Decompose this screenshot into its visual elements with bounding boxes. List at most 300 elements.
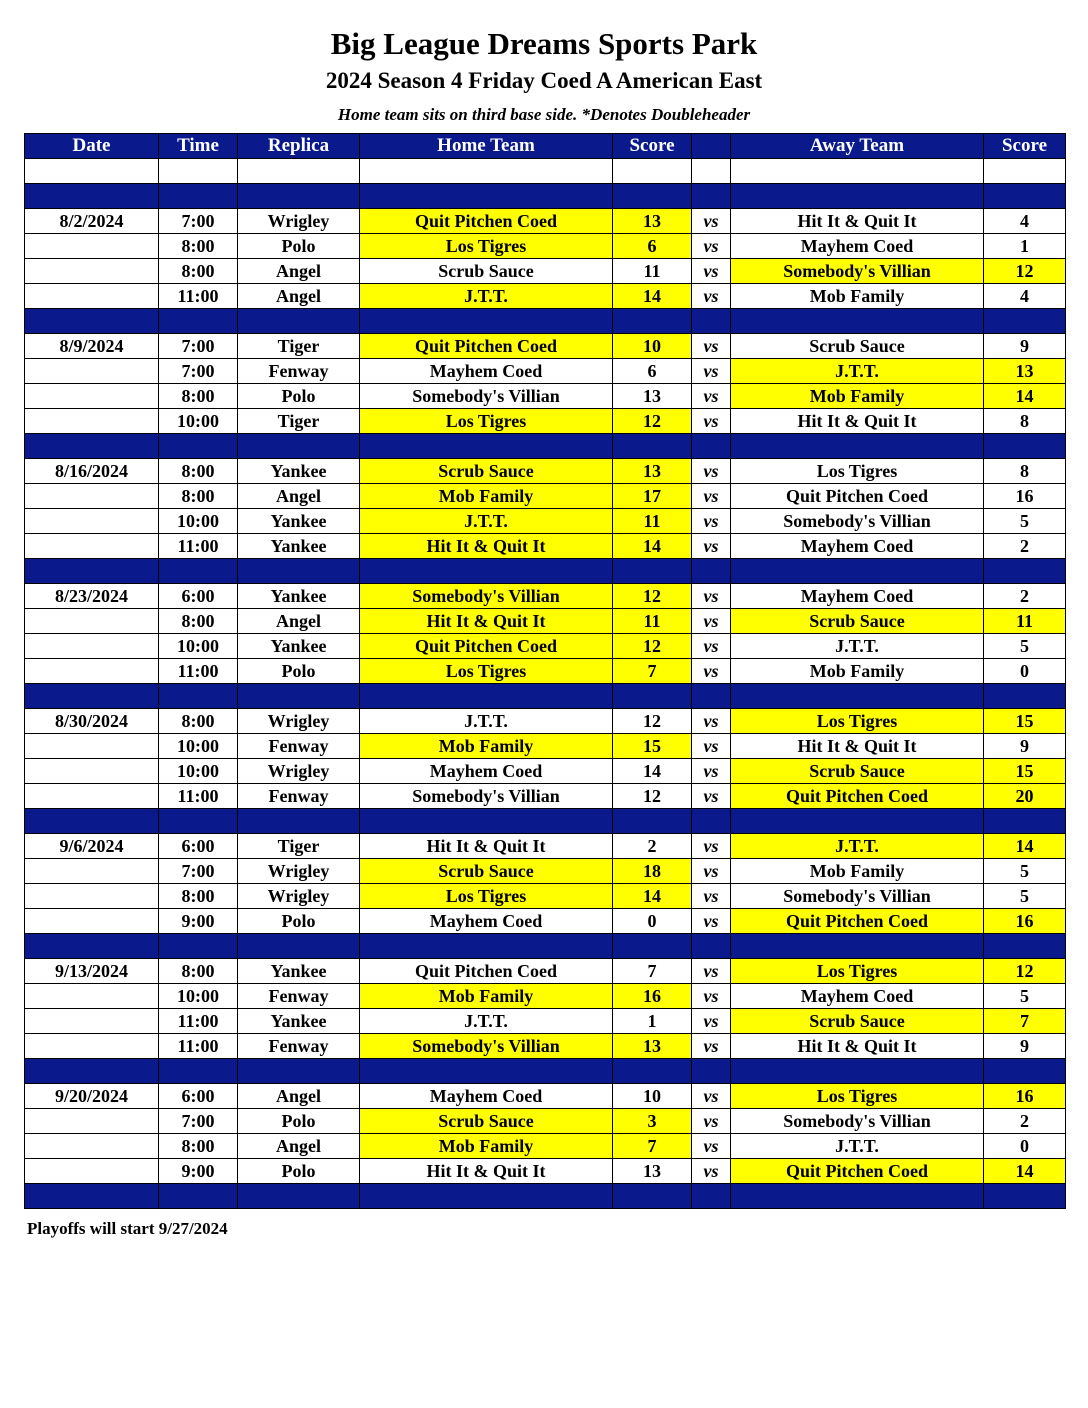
away-score-cell: 0	[984, 1134, 1066, 1159]
time-cell: 8:00	[159, 234, 238, 259]
date-cell	[25, 734, 159, 759]
vs-cell: vs	[692, 359, 731, 384]
week-separator-row-cell	[692, 309, 731, 334]
week-separator-row-cell	[159, 309, 238, 334]
week-separator-row-cell	[360, 934, 613, 959]
week-separator-row-cell	[692, 434, 731, 459]
home-team-cell: Mayhem Coed	[360, 359, 613, 384]
week-separator-row-cell	[731, 309, 984, 334]
game-row	[25, 759, 1066, 784]
replica-cell: Wrigley	[238, 759, 360, 784]
game-row	[25, 1009, 1066, 1034]
home-team-cell: J.T.T.	[360, 284, 613, 309]
away-score-cell: 16	[984, 1084, 1066, 1109]
week-separator-row-cell	[984, 809, 1066, 834]
away-score-cell: 4	[984, 284, 1066, 309]
date-cell	[25, 909, 159, 934]
vs-cell: vs	[692, 484, 731, 509]
home-team-cell: Scrub Sauce	[360, 459, 613, 484]
week-separator-row	[25, 809, 1066, 834]
date-cell	[25, 784, 159, 809]
page-subtitle: 2024 Season 4 Friday Coed A American East	[325, 68, 763, 93]
week-separator-row-cell	[984, 1184, 1066, 1209]
home-team-cell: Scrub Sauce	[360, 259, 613, 284]
game-row	[25, 984, 1066, 1009]
week-separator-row-cell	[613, 1059, 692, 1084]
away-score-cell: 2	[984, 534, 1066, 559]
date-cell	[25, 284, 159, 309]
vs-cell: vs	[692, 859, 731, 884]
week-separator-row	[25, 934, 1066, 959]
week-separator-row-cell	[692, 1184, 731, 1209]
away-team-cell: Quit Pitchen Coed	[731, 909, 984, 934]
vs-cell: vs	[692, 609, 731, 634]
week-separator-row-cell	[692, 809, 731, 834]
away-team-cell: Somebody's Villian	[731, 884, 984, 909]
vs-cell: vs	[692, 1034, 731, 1059]
replica-cell: Polo	[238, 659, 360, 684]
home-team-cell: Somebody's Villian	[360, 384, 613, 409]
week-separator-row-cell	[360, 434, 613, 459]
week-separator-row-cell	[360, 184, 613, 209]
date-cell: 8/23/2024	[25, 584, 159, 609]
date-cell: 9/6/2024	[25, 834, 159, 859]
week-separator-row-cell	[238, 1184, 360, 1209]
home-team-cell: Somebody's Villian	[360, 1034, 613, 1059]
page-note: Home team sits on third base side. *Denotes Doubleheader	[337, 105, 751, 124]
away-score-cell: 4	[984, 209, 1066, 234]
week-separator-row-cell	[159, 184, 238, 209]
vs-cell: vs	[692, 1009, 731, 1034]
week-separator-row-cell	[25, 434, 159, 459]
replica-cell: Polo	[238, 909, 360, 934]
blank-row-cell	[238, 159, 360, 184]
date-cell	[25, 1109, 159, 1134]
week-separator-row	[25, 684, 1066, 709]
home-team-cell: Hit It & Quit It	[360, 834, 613, 859]
away-score-cell: 1	[984, 234, 1066, 259]
home-score-cell: 12	[613, 784, 692, 809]
date-cell	[25, 859, 159, 884]
week-separator-row-cell	[984, 184, 1066, 209]
vs-cell: vs	[692, 534, 731, 559]
replica-cell: Angel	[238, 484, 360, 509]
replica-cell: Yankee	[238, 509, 360, 534]
replica-cell: Tiger	[238, 334, 360, 359]
time-cell: 7:00	[159, 209, 238, 234]
replica-cell: Fenway	[238, 984, 360, 1009]
date-cell	[25, 1009, 159, 1034]
date-cell	[25, 484, 159, 509]
home-team-cell: Mayhem Coed	[360, 909, 613, 934]
week-separator-row-cell	[25, 684, 159, 709]
game-row	[25, 259, 1066, 284]
time-cell: 10:00	[159, 409, 238, 434]
replica-cell: Yankee	[238, 634, 360, 659]
replica-cell: Angel	[238, 259, 360, 284]
game-row	[25, 659, 1066, 684]
week-separator-row-cell	[360, 309, 613, 334]
vs-cell: vs	[692, 409, 731, 434]
away-score-cell: 8	[984, 459, 1066, 484]
game-row	[25, 609, 1066, 634]
schedule-body	[25, 159, 1066, 1209]
time-cell: 11:00	[159, 284, 238, 309]
home-score-cell: 13	[613, 209, 692, 234]
away-score-cell: 15	[984, 759, 1066, 784]
replica-cell: Fenway	[238, 784, 360, 809]
home-score-cell: 11	[613, 509, 692, 534]
date-cell	[25, 984, 159, 1009]
time-cell: 8:00	[159, 1134, 238, 1159]
home-team-cell: Hit It & Quit It	[360, 534, 613, 559]
away-score-cell: 9	[984, 334, 1066, 359]
column-header-away-score: Score	[984, 134, 1066, 159]
time-cell: 6:00	[159, 1084, 238, 1109]
time-cell: 10:00	[159, 984, 238, 1009]
vs-cell: vs	[692, 1109, 731, 1134]
time-cell: 8:00	[159, 484, 238, 509]
date-cell: 8/2/2024	[25, 209, 159, 234]
game-row	[25, 1034, 1066, 1059]
vs-cell: vs	[692, 234, 731, 259]
home-team-cell: Quit Pitchen Coed	[360, 634, 613, 659]
column-header-home-team: Home Team	[360, 134, 613, 159]
week-separator-row-cell	[25, 559, 159, 584]
home-score-cell: 2	[613, 834, 692, 859]
week-separator-row-cell	[25, 309, 159, 334]
vs-cell: vs	[692, 584, 731, 609]
game-row	[25, 634, 1066, 659]
column-header-replica: Replica	[238, 134, 360, 159]
date-cell: 9/13/2024	[25, 959, 159, 984]
time-cell: 7:00	[159, 359, 238, 384]
replica-cell: Fenway	[238, 359, 360, 384]
home-team-cell: Los Tigres	[360, 409, 613, 434]
week-separator-row	[25, 1184, 1066, 1209]
week-separator-row-cell	[159, 684, 238, 709]
replica-cell: Angel	[238, 284, 360, 309]
home-score-cell: 15	[613, 734, 692, 759]
week-separator-row-cell	[692, 184, 731, 209]
date-cell	[25, 384, 159, 409]
table-header-row	[25, 134, 1066, 159]
game-row	[25, 959, 1066, 984]
away-score-cell: 2	[984, 1109, 1066, 1134]
away-team-cell: Mob Family	[731, 384, 984, 409]
date-cell	[25, 234, 159, 259]
away-score-cell: 12	[984, 959, 1066, 984]
home-team-cell: J.T.T.	[360, 1009, 613, 1034]
away-score-cell: 5	[984, 884, 1066, 909]
replica-cell: Fenway	[238, 734, 360, 759]
time-cell: 11:00	[159, 659, 238, 684]
date-cell	[25, 1134, 159, 1159]
week-separator-row-cell	[984, 1059, 1066, 1084]
away-score-cell: 12	[984, 259, 1066, 284]
away-team-cell: Somebody's Villian	[731, 1109, 984, 1134]
vs-cell: vs	[692, 634, 731, 659]
week-separator-row-cell	[238, 809, 360, 834]
game-row	[25, 1109, 1066, 1134]
time-cell: 6:00	[159, 584, 238, 609]
week-separator-row-cell	[25, 1184, 159, 1209]
week-separator-row-cell	[731, 809, 984, 834]
home-team-cell: Mayhem Coed	[360, 759, 613, 784]
game-row	[25, 359, 1066, 384]
home-team-cell: Mob Family	[360, 484, 613, 509]
week-separator-row-cell	[984, 684, 1066, 709]
date-cell: 9/20/2024	[25, 1084, 159, 1109]
away-team-cell: Los Tigres	[731, 1084, 984, 1109]
away-team-cell: Los Tigres	[731, 709, 984, 734]
away-team-cell: J.T.T.	[731, 359, 984, 384]
vs-cell: vs	[692, 734, 731, 759]
week-separator-row-cell	[25, 809, 159, 834]
game-row	[25, 859, 1066, 884]
home-score-cell: 12	[613, 409, 692, 434]
game-row	[25, 834, 1066, 859]
home-team-cell: Los Tigres	[360, 884, 613, 909]
vs-cell: vs	[692, 959, 731, 984]
vs-cell: vs	[692, 509, 731, 534]
home-score-cell: 13	[613, 1159, 692, 1184]
game-row	[25, 409, 1066, 434]
replica-cell: Yankee	[238, 584, 360, 609]
date-cell	[25, 634, 159, 659]
away-team-cell: Scrub Sauce	[731, 334, 984, 359]
home-score-cell: 6	[613, 234, 692, 259]
column-header-away-team: Away Team	[731, 134, 984, 159]
away-team-cell: J.T.T.	[731, 834, 984, 859]
replica-cell: Polo	[238, 234, 360, 259]
away-team-cell: Mob Family	[731, 659, 984, 684]
replica-cell: Fenway	[238, 1034, 360, 1059]
home-team-cell: Mob Family	[360, 734, 613, 759]
time-cell: 8:00	[159, 384, 238, 409]
home-team-cell: Quit Pitchen Coed	[360, 959, 613, 984]
vs-cell: vs	[692, 884, 731, 909]
playoffs-note: Playoffs will start 9/27/2024	[27, 1219, 228, 1238]
week-separator-row-cell	[238, 434, 360, 459]
away-score-cell: 2	[984, 584, 1066, 609]
away-score-cell: 0	[984, 659, 1066, 684]
blank-row-cell	[360, 159, 613, 184]
date-cell	[25, 509, 159, 534]
away-team-cell: Los Tigres	[731, 459, 984, 484]
week-separator-row-cell	[731, 184, 984, 209]
date-cell	[25, 259, 159, 284]
away-score-cell: 5	[984, 984, 1066, 1009]
week-separator-row-cell	[360, 559, 613, 584]
vs-cell: vs	[692, 1084, 731, 1109]
home-score-cell: 14	[613, 534, 692, 559]
time-cell: 8:00	[159, 459, 238, 484]
week-separator-row-cell	[25, 1059, 159, 1084]
away-team-cell: J.T.T.	[731, 634, 984, 659]
home-team-cell: Mayhem Coed	[360, 1084, 613, 1109]
vs-cell: vs	[692, 784, 731, 809]
game-row	[25, 1159, 1066, 1184]
replica-cell: Yankee	[238, 459, 360, 484]
time-cell: 10:00	[159, 734, 238, 759]
away-team-cell: Somebody's Villian	[731, 259, 984, 284]
week-separator-row-cell	[731, 684, 984, 709]
week-separator-row-cell	[238, 309, 360, 334]
column-header-time: Time	[159, 134, 238, 159]
week-separator-row-cell	[159, 1059, 238, 1084]
away-score-cell: 20	[984, 784, 1066, 809]
time-cell: 7:00	[159, 334, 238, 359]
game-row	[25, 284, 1066, 309]
week-separator-row-cell	[159, 934, 238, 959]
home-team-cell: Mob Family	[360, 984, 613, 1009]
column-header-home-score: Score	[613, 134, 692, 159]
home-score-cell: 14	[613, 284, 692, 309]
week-separator-row-cell	[360, 1059, 613, 1084]
away-team-cell: J.T.T.	[731, 1134, 984, 1159]
date-cell: 8/30/2024	[25, 709, 159, 734]
home-team-cell: Hit It & Quit It	[360, 609, 613, 634]
home-score-cell: 11	[613, 609, 692, 634]
away-score-cell: 14	[984, 384, 1066, 409]
blank-row	[25, 159, 1066, 184]
home-score-cell: 0	[613, 909, 692, 934]
week-separator-row-cell	[984, 309, 1066, 334]
time-cell: 11:00	[159, 534, 238, 559]
away-team-cell: Quit Pitchen Coed	[731, 484, 984, 509]
replica-cell: Angel	[238, 609, 360, 634]
home-score-cell: 10	[613, 334, 692, 359]
replica-cell: Tiger	[238, 409, 360, 434]
week-separator-row	[25, 559, 1066, 584]
away-score-cell: 5	[984, 509, 1066, 534]
replica-cell: Angel	[238, 1084, 360, 1109]
vs-cell: vs	[692, 659, 731, 684]
date-cell	[25, 359, 159, 384]
home-team-cell: Quit Pitchen Coed	[360, 209, 613, 234]
time-cell: 6:00	[159, 834, 238, 859]
time-cell: 11:00	[159, 1009, 238, 1034]
vs-cell: vs	[692, 459, 731, 484]
time-cell: 9:00	[159, 1159, 238, 1184]
home-score-cell: 11	[613, 259, 692, 284]
week-separator-row-cell	[159, 434, 238, 459]
date-cell	[25, 759, 159, 784]
time-cell: 8:00	[159, 884, 238, 909]
week-separator-row-cell	[238, 684, 360, 709]
week-separator-row-cell	[613, 1184, 692, 1209]
home-score-cell: 16	[613, 984, 692, 1009]
away-team-cell: Hit It & Quit It	[731, 1034, 984, 1059]
week-separator-row-cell	[731, 559, 984, 584]
page-title: Big League Dreams Sports Park	[330, 26, 758, 61]
away-score-cell: 5	[984, 859, 1066, 884]
schedule-table	[24, 133, 1066, 1209]
vs-cell: vs	[692, 834, 731, 859]
home-score-cell: 18	[613, 859, 692, 884]
home-score-cell: 10	[613, 1084, 692, 1109]
week-separator-row-cell	[613, 309, 692, 334]
vs-cell: vs	[692, 259, 731, 284]
away-score-cell: 15	[984, 709, 1066, 734]
away-team-cell: Somebody's Villian	[731, 509, 984, 534]
date-cell	[25, 534, 159, 559]
time-cell: 10:00	[159, 759, 238, 784]
away-score-cell: 11	[984, 609, 1066, 634]
game-row	[25, 784, 1066, 809]
replica-cell: Angel	[238, 1134, 360, 1159]
home-team-cell: Scrub Sauce	[360, 859, 613, 884]
week-separator-row-cell	[360, 1184, 613, 1209]
home-score-cell: 14	[613, 759, 692, 784]
week-separator-row-cell	[984, 934, 1066, 959]
vs-cell: vs	[692, 209, 731, 234]
date-cell	[25, 659, 159, 684]
week-separator-row-cell	[25, 934, 159, 959]
week-separator-row-cell	[238, 934, 360, 959]
week-separator-row	[25, 309, 1066, 334]
away-score-cell: 5	[984, 634, 1066, 659]
home-team-cell: Somebody's Villian	[360, 584, 613, 609]
blank-row-cell	[159, 159, 238, 184]
time-cell: 7:00	[159, 859, 238, 884]
home-score-cell: 13	[613, 459, 692, 484]
home-score-cell: 7	[613, 959, 692, 984]
replica-cell: Wrigley	[238, 884, 360, 909]
time-cell: 8:00	[159, 959, 238, 984]
date-cell	[25, 1159, 159, 1184]
game-row	[25, 234, 1066, 259]
week-separator-row-cell	[692, 1059, 731, 1084]
replica-cell: Polo	[238, 1159, 360, 1184]
away-team-cell: Mob Family	[731, 284, 984, 309]
replica-cell: Wrigley	[238, 859, 360, 884]
home-team-cell: J.T.T.	[360, 709, 613, 734]
column-header-date: Date	[25, 134, 159, 159]
away-score-cell: 7	[984, 1009, 1066, 1034]
away-team-cell: Quit Pitchen Coed	[731, 1159, 984, 1184]
away-team-cell: Scrub Sauce	[731, 1009, 984, 1034]
week-separator-row-cell	[159, 809, 238, 834]
away-team-cell: Mob Family	[731, 859, 984, 884]
away-team-cell: Mayhem Coed	[731, 534, 984, 559]
home-team-cell: Scrub Sauce	[360, 1109, 613, 1134]
vs-cell: vs	[692, 284, 731, 309]
week-separator-row-cell	[731, 434, 984, 459]
home-score-cell: 7	[613, 659, 692, 684]
game-row	[25, 734, 1066, 759]
home-score-cell: 6	[613, 359, 692, 384]
vs-cell: vs	[692, 909, 731, 934]
home-team-cell: Somebody's Villian	[360, 784, 613, 809]
away-team-cell: Los Tigres	[731, 959, 984, 984]
week-separator-row-cell	[238, 559, 360, 584]
home-score-cell: 7	[613, 1134, 692, 1159]
game-row	[25, 534, 1066, 559]
week-separator-row-cell	[731, 1184, 984, 1209]
away-score-cell: 14	[984, 1159, 1066, 1184]
time-cell: 8:00	[159, 709, 238, 734]
away-score-cell: 8	[984, 409, 1066, 434]
away-team-cell: Quit Pitchen Coed	[731, 784, 984, 809]
week-separator-row-cell	[613, 434, 692, 459]
game-row	[25, 1134, 1066, 1159]
game-row	[25, 484, 1066, 509]
week-separator-row-cell	[692, 934, 731, 959]
replica-cell: Wrigley	[238, 209, 360, 234]
replica-cell: Polo	[238, 1109, 360, 1134]
